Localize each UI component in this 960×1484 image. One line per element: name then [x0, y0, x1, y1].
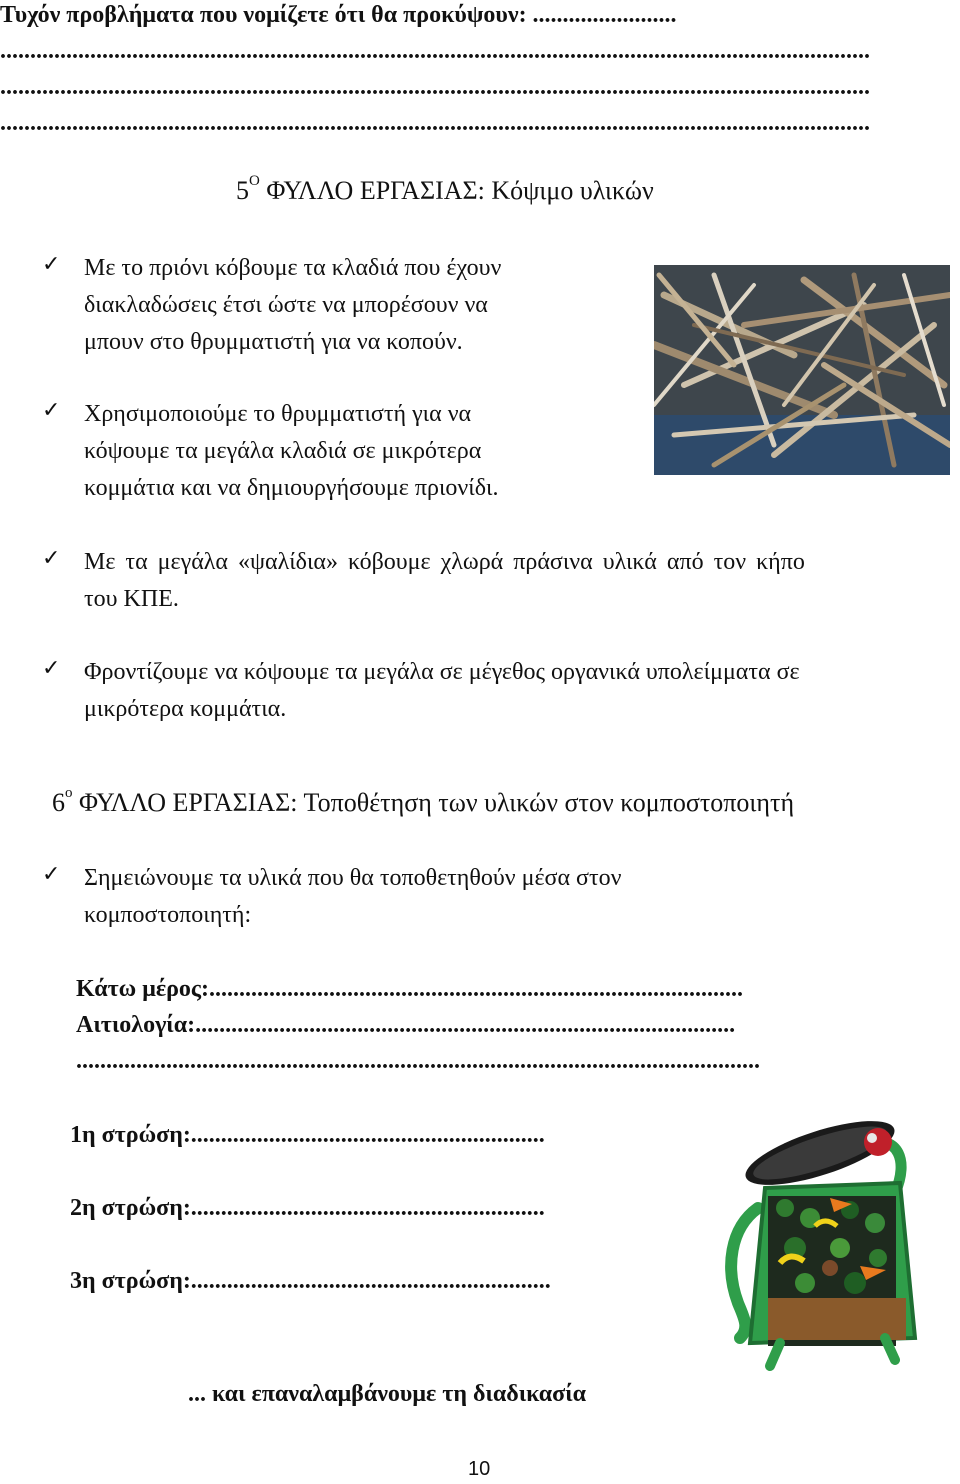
dot-line: ................................................................................................................................................. — [0, 38, 870, 64]
layer-2-field: 2η στρώση:........................................................... — [70, 1195, 545, 1221]
reason-continuation: .................................................................................................................. — [76, 1048, 760, 1074]
page-number: 10 — [468, 1458, 491, 1480]
closing-line: ... και επαναλαμβάνουμε τη διαδικασία — [188, 1381, 587, 1407]
sheet6-number: 6 — [52, 788, 65, 817]
check-icon: ✓ — [42, 862, 61, 887]
list-item — [84, 544, 960, 618]
list-item-line: Χρησιμοποιούμε το θρυμματιστή για να — [84, 401, 472, 427]
branches-photo — [654, 265, 950, 475]
layer-1-field: 1η στρώση:........................................................... — [70, 1122, 545, 1148]
dot-line: ................................................................................................................................................. — [0, 74, 870, 100]
check-icon: ✓ — [42, 252, 61, 277]
list-item-line: κομποστοποιητή: — [84, 902, 252, 928]
list-item-line: μπουν στο θρυμματιστή για να κοπούν. — [84, 329, 463, 355]
branches-illustration — [654, 265, 950, 475]
list-item-line: κόψουμε τα μεγάλα κλαδιά σε μικρότερα — [84, 438, 482, 464]
list-item-line: του ΚΠΕ. — [84, 586, 179, 612]
sheet6-sup: ο — [65, 785, 73, 802]
sheet5-number: 5 — [236, 176, 249, 205]
sheet6-title: ΦΥΛΛΟ ΕΡΓΑΣΙΑΣ: Τοποθέτηση των υλικών στον κομποστοποιητή — [72, 788, 795, 817]
check-icon: ✓ — [42, 656, 61, 681]
problems-line: Τυχόν προβλήματα που νομίζετε ότι θα προκύψουν: ........................ — [0, 2, 677, 28]
list-item-line: κομμάτια και να δημιουργήσουμε πριονίδι. — [84, 475, 499, 501]
sheet5-heading — [236, 173, 654, 206]
sheet5-title: ΦΥΛΛΟ ΕΡΓΑΣΙΑΣ: Κόψιμο υλικών — [259, 176, 654, 205]
reason-field: Αιτιολογία:.......................................................................................... — [76, 1012, 736, 1038]
list-item-line: Με το πριόνι κόβουμε τα κλαδιά που έχουν — [84, 255, 502, 281]
sheet5-sup: Ο — [249, 173, 260, 190]
check-icon: ✓ — [42, 546, 61, 571]
list-item — [84, 250, 501, 361]
list-item-line: Με τα μεγάλα «ψαλίδια» κόβουμε χλωρά πράσινα υλικά από τον κήπο — [84, 549, 805, 575]
layer-3-field: 3η στρώση:............................................................ — [70, 1268, 551, 1294]
list-item-line: μικρότερα κομμάτια. — [84, 696, 287, 722]
dot-line: ................................................................................................................................................. — [0, 110, 870, 136]
list-item-line: διακλαδώσεις έτσι ώστε να μπορέσουν να — [84, 292, 488, 318]
composter-illustration — [710, 1098, 940, 1378]
check-icon: ✓ — [42, 398, 61, 423]
list-item — [84, 654, 960, 728]
list-item — [84, 860, 621, 934]
sheet6-heading — [52, 785, 795, 818]
list-item-line: Σημειώνουμε τα υλικά που θα τοποθετηθούν μέσα στον — [84, 865, 622, 891]
list-item — [84, 396, 498, 507]
list-item-line: Φροντίζουμε να κόψουμε τα μεγάλα σε μέγεθος οργανικά υπολείμματα σε — [84, 659, 800, 685]
bottom-part-field: Κάτω μέρος:......................................................................................... — [76, 976, 744, 1002]
composter-character-icon — [710, 1098, 940, 1378]
